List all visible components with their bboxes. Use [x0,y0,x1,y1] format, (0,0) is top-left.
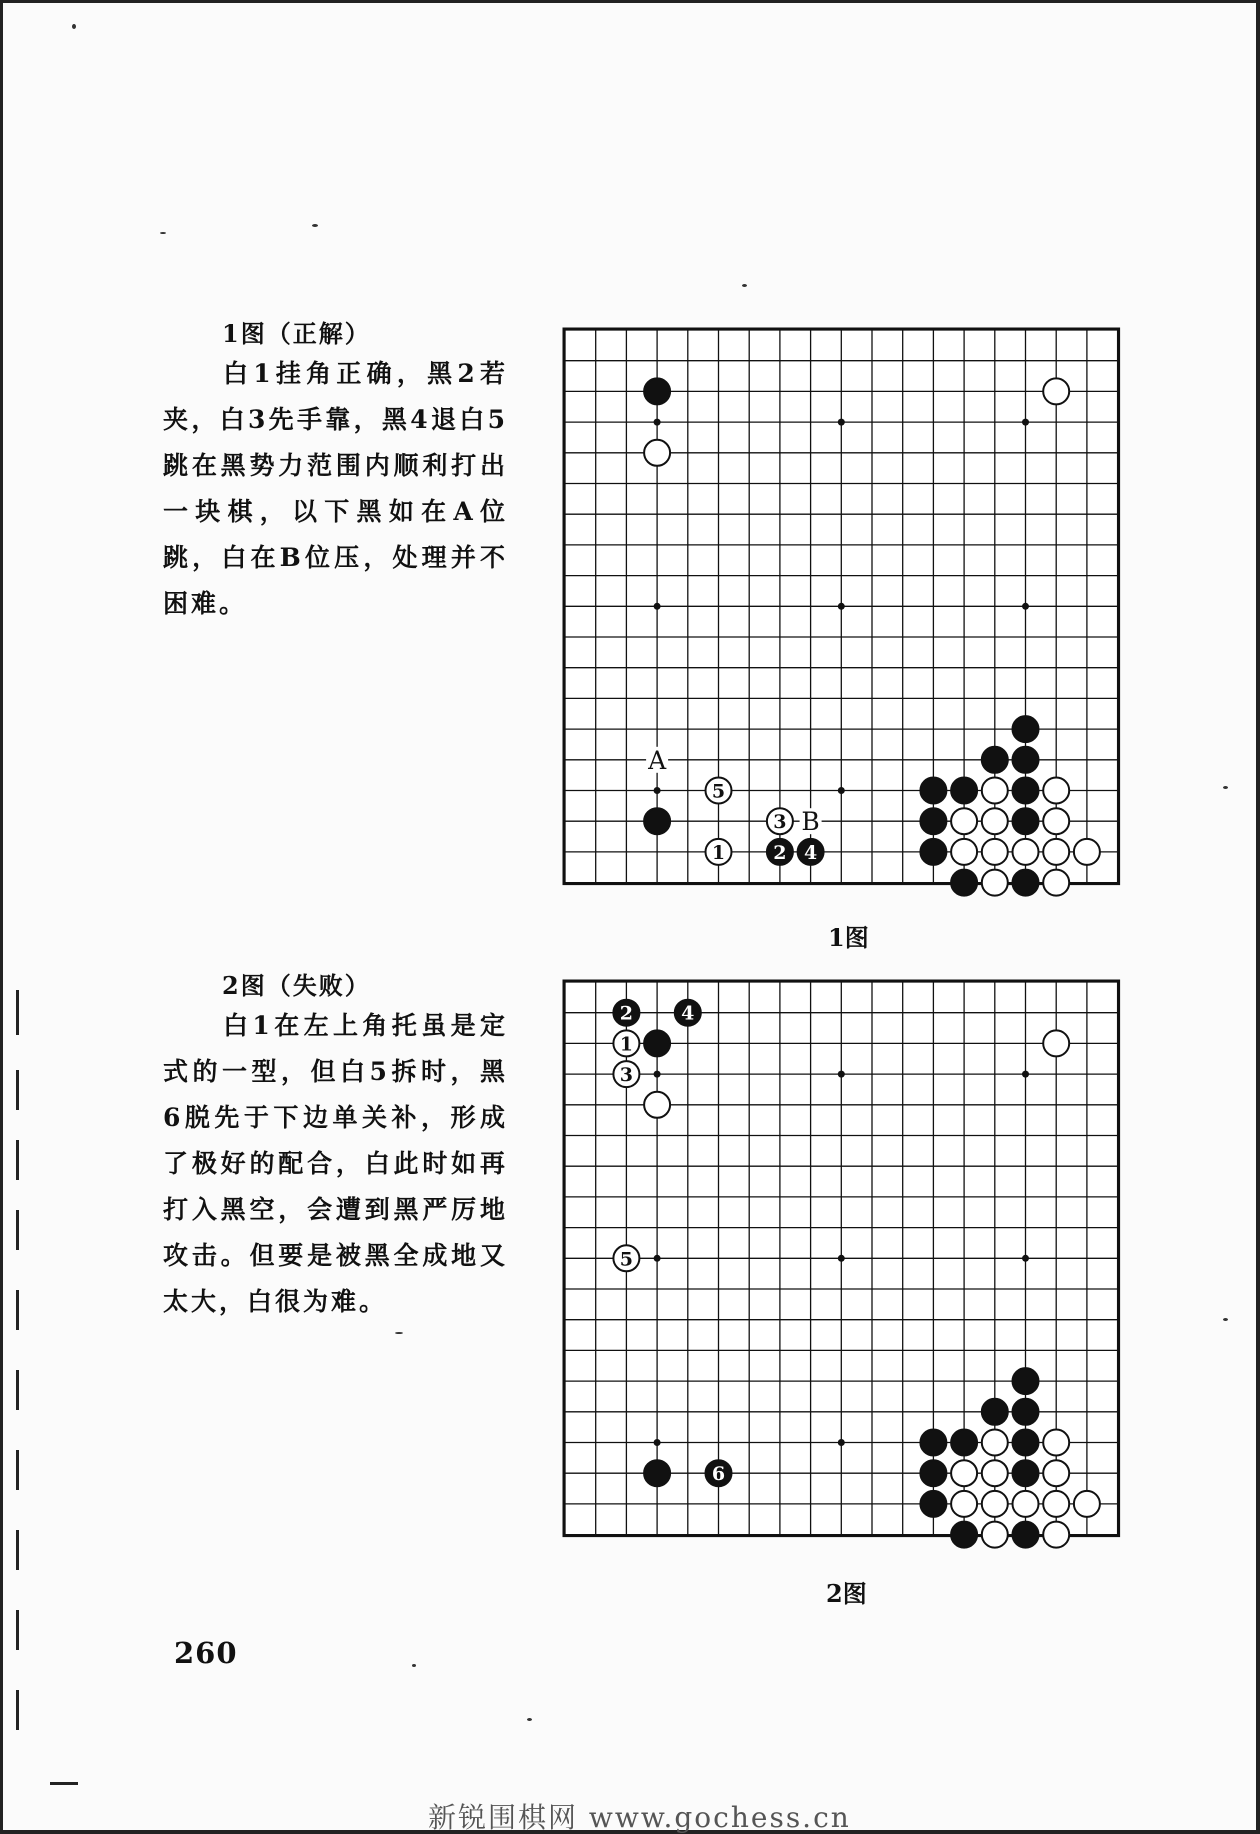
star-point [838,603,845,610]
black-stone [951,1430,977,1456]
scan-speck [527,1718,532,1721]
move-number-4: 4 [803,841,818,864]
star-point [654,1255,661,1262]
black-stone [982,747,1008,773]
scan-mark [16,1450,19,1490]
white-stone [982,778,1008,804]
move-number-1: 1 [619,1033,634,1056]
star-point [1022,419,1029,426]
black-stone [951,778,977,804]
white-stone [1043,870,1069,896]
page-number: 260 [174,1636,238,1670]
problem2-text: 白1在左上角托虽是定式的一型，但白5拆时，黑6脱先于下边单关补，形成了极好的配合，白此时如再打入黑空，会遭到黑严厉地攻击。但要是被黑全成地又太大，白很为难。 [163,1011,508,1316]
black-stone [920,1430,946,1456]
black-stone [1013,747,1039,773]
star-point [654,1071,661,1078]
star-point [838,1071,845,1078]
black-stone [1013,808,1039,834]
black-stone [920,778,946,804]
star-point [838,1439,845,1446]
scan-speck [412,1664,416,1667]
white-stone [1043,778,1069,804]
problem1-heading: 1图（正解） [222,319,371,348]
black-stone [951,870,977,896]
white-stone [1043,1491,1069,1517]
black-stone [1013,870,1039,896]
move-number-6: 6 [711,1463,726,1486]
scan-speck [1223,1318,1228,1321]
white-stone [951,1460,977,1486]
scan-border-right [1256,0,1260,1834]
scan-speck [742,284,747,287]
white-stone [1074,839,1100,865]
star-point [838,419,845,426]
white-stone [1074,1491,1100,1517]
scan-mark [16,1290,19,1330]
white-stone [1043,1430,1069,1456]
star-point [838,1255,845,1262]
star-point [1022,603,1029,610]
move-number-4: 4 [681,1002,695,1025]
black-stone [1013,778,1039,804]
scan-mark [16,1690,19,1730]
scan-mark [16,1210,19,1250]
black-stone [1013,1399,1039,1425]
move-number-2: 2 [773,841,787,864]
scan-mark [16,1610,19,1650]
problem1-text: 白1挂角正确，黑2若夹，白3先手靠，黑4退白5跳在黑势力范围内顺利打出一块棋，以下黑如在A位跳，白在B位压，处理并不困难。 [163,359,508,618]
black-stone [1013,1460,1039,1486]
scan-mark [16,1070,19,1110]
white-stone [1043,1030,1069,1056]
problem1-caption: 1图 [828,923,869,952]
black-stone [1013,1522,1039,1548]
scan-mark [16,1370,19,1410]
move-number-5: 5 [619,1248,634,1271]
black-stone [1013,1368,1039,1394]
scan-mark [50,1782,78,1785]
scan-mark [16,1140,19,1180]
scan-mark [16,1530,19,1570]
white-stone [982,839,1008,865]
white-stone [982,1430,1008,1456]
white-stone [951,839,977,865]
black-stone [644,1030,670,1056]
white-stone [644,1092,670,1118]
problem2-heading: 2图（失败） [222,971,371,1000]
star-point [654,787,661,794]
move-number-5: 5 [711,780,726,803]
scan-mark [16,990,19,1035]
star-point [838,787,845,794]
white-stone [1013,839,1039,865]
black-stone [920,839,946,865]
move-number-1: 1 [711,841,726,864]
star-point [654,419,661,426]
star-point [1022,1255,1029,1262]
move-number-3: 3 [619,1064,634,1087]
star-point [654,1439,661,1446]
black-stone [1013,1430,1039,1456]
black-stone [644,378,670,404]
black-stone [920,1460,946,1486]
move-number-2: 2 [619,1002,634,1025]
black-stone [920,1491,946,1517]
scan-border-left [0,0,3,1834]
black-stone [644,1460,670,1486]
move-number-3: 3 [773,811,787,834]
white-stone [1043,808,1069,834]
black-stone [1013,716,1039,742]
white-stone [1043,839,1069,865]
star-point [654,603,661,610]
letter-marker-B: B [801,807,820,837]
white-stone [951,808,977,834]
white-stone [1013,1491,1039,1517]
scan-speck [72,24,76,29]
black-stone [920,808,946,834]
white-stone [1043,378,1069,404]
problem2-caption: 2图 [826,1579,867,1608]
white-stone [982,1491,1008,1517]
black-stone [982,1399,1008,1425]
white-stone [982,1522,1008,1548]
black-stone [644,808,670,834]
white-stone [644,440,670,466]
white-stone [1043,1460,1069,1486]
scan-speck [312,224,318,227]
scan-speck [1223,786,1228,789]
star-point [1022,1071,1029,1078]
problem1-go-board [545,310,1145,910]
letter-marker-A: A [648,745,667,775]
black-stone [951,1522,977,1548]
scan-border-top [0,0,1260,3]
scan-speck [395,1332,403,1334]
white-stone [982,1460,1008,1486]
white-stone [951,1491,977,1517]
white-stone [982,808,1008,834]
site-watermark: 新锐围棋网 www.gochess.cn [428,1801,851,1834]
problem2-go-board [545,962,1145,1562]
scan-speck [160,232,166,234]
white-stone [1043,1522,1069,1548]
white-stone [982,870,1008,896]
